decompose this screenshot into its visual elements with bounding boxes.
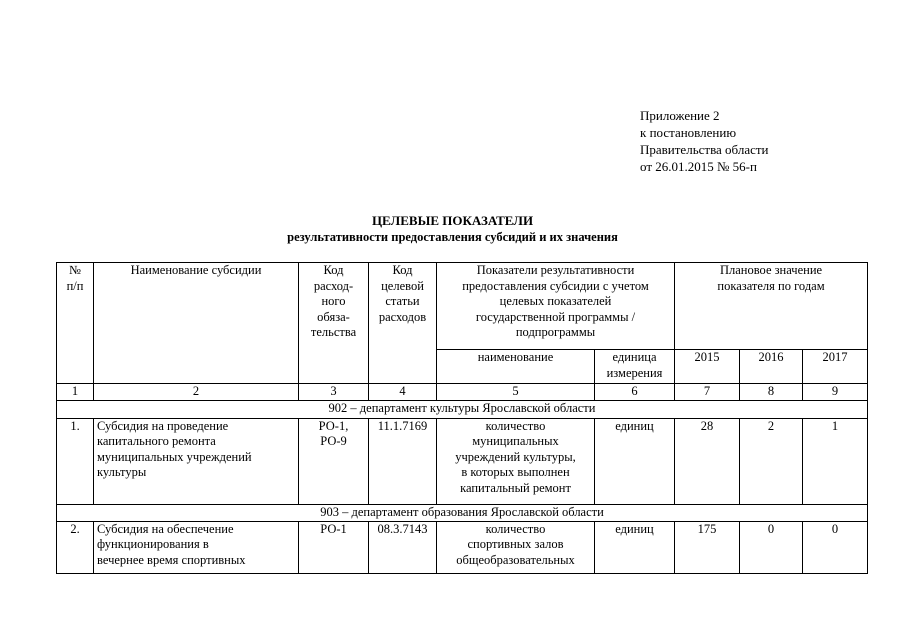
subsidy-name: Субсидия на обеспечение функционирования в вечернее время спортивных [94,521,299,573]
row-num: 2. [57,521,94,573]
department-row [57,400,868,418]
value-2015: 28 [675,418,740,504]
target-code: 08.3.7143 [369,521,437,573]
document-title [0,212,905,246]
column-number: 5 [437,384,595,401]
value-2017: 1 [803,418,868,504]
indicator-unit: единиц [595,418,675,504]
department-row [57,504,868,521]
indicator-name: количество муниципальных учреждений культуры, в которых выполнен капитальный ремонт [437,418,595,504]
table-row [57,521,868,573]
appendix-block [640,107,769,175]
header-indicators: Показатели результативности предоставления субсидии с учетом целевых показателей государственной программы / подпрограммы [437,263,675,350]
indicators-table [56,262,868,574]
title-main: ЦЕЛЕВЫЕ ПОКАЗАТЕЛИ [371,213,534,228]
value-2017: 0 [803,521,868,573]
indicator-name: количество спортивных залов общеобразовательных [437,521,595,573]
header-planned: Плановое значение показателя по годам [675,263,868,350]
column-number: 3 [299,384,369,401]
header-target-code: Код целевой статьи расходов [369,263,437,384]
department-label: 902 – департамент культуры Ярославской области [57,400,868,418]
column-number-row [57,384,868,401]
column-number: 4 [369,384,437,401]
header-num: № п/п [57,263,94,384]
value-2016: 0 [740,521,803,573]
column-number: 8 [740,384,803,401]
column-number: 6 [595,384,675,401]
row-num: 1. [57,418,94,504]
column-number: 7 [675,384,740,401]
title-sub: результативности предоставления субсидий и их значения [287,230,618,244]
expense-code: РО-1, РО-9 [299,418,369,504]
appendix-line: Правительства области [640,142,769,157]
appendix-line: Приложение 2 [640,108,720,123]
value-2016: 2 [740,418,803,504]
subsidy-name: Субсидия на проведение капитального ремонта муниципальных учреждений культуры [94,418,299,504]
appendix-line: от 26.01.2015 № 56-п [640,159,757,174]
header-exp-code: Код расход- ного обяза- тельства [299,263,369,384]
header-row [57,263,868,350]
header-year-2016: 2016 [740,350,803,384]
header-indicator-unit: единица измерения [595,350,675,384]
header-year-2015: 2015 [675,350,740,384]
header-name: Наименование субсидии [94,263,299,384]
indicator-unit: единиц [595,521,675,573]
value-2015: 175 [675,521,740,573]
column-number: 9 [803,384,868,401]
department-label: 903 – департамент образования Ярославской области [57,504,868,521]
column-number: 2 [94,384,299,401]
target-code: 11.1.7169 [369,418,437,504]
header-indicator-name: наименование [437,350,595,384]
appendix-line: к постановлению [640,125,737,140]
header-year-2017: 2017 [803,350,868,384]
column-number: 1 [57,384,94,401]
expense-code: РО-1 [299,521,369,573]
table-row [57,418,868,504]
